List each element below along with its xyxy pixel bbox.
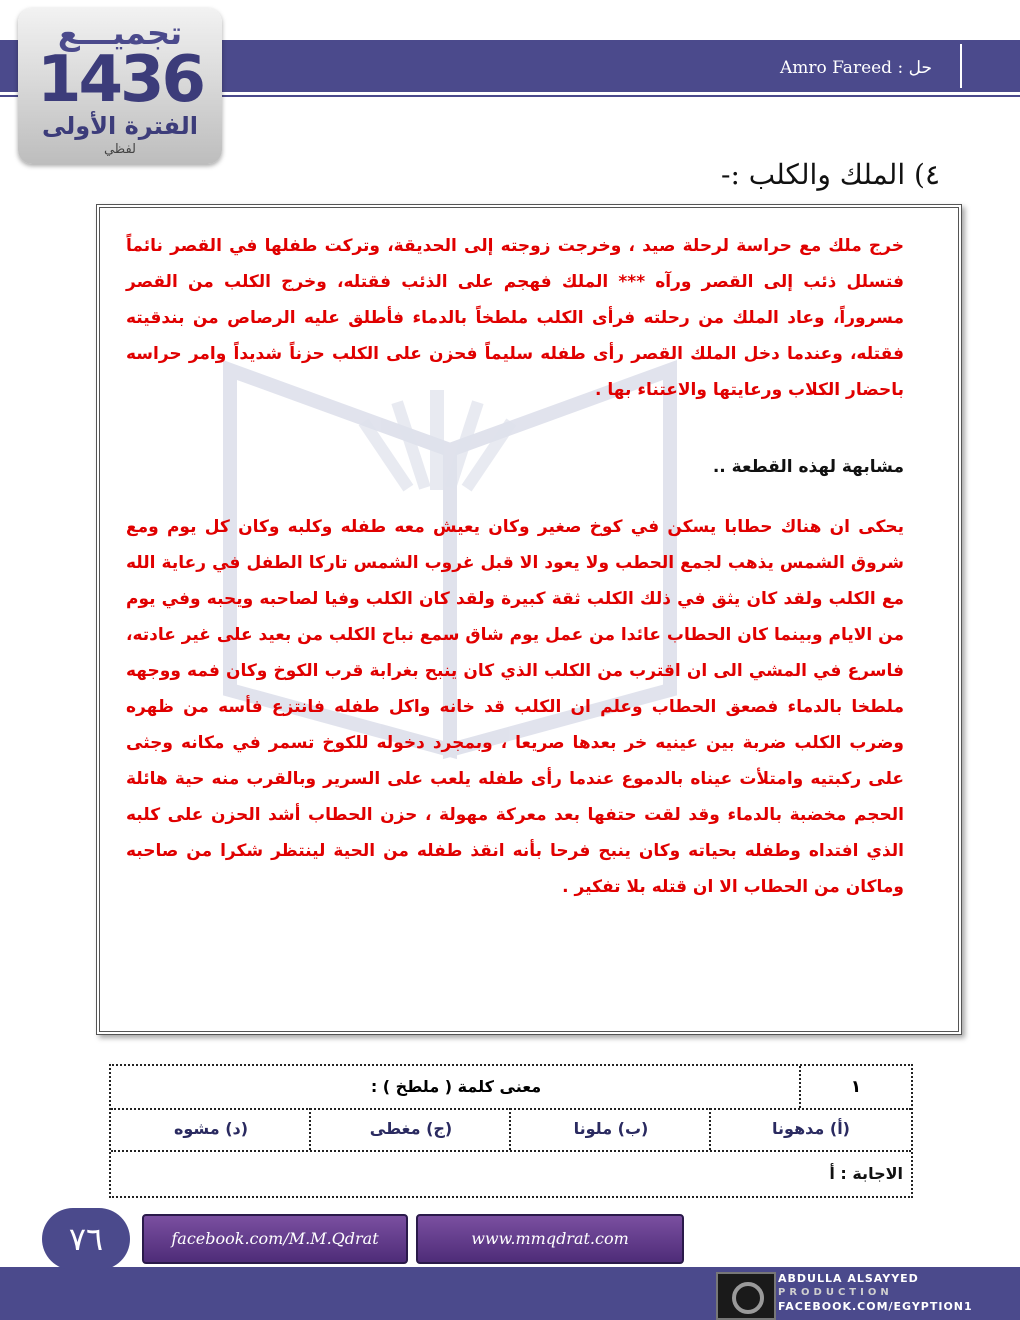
solver-credit [780, 58, 932, 78]
story-paragraph-1: خرج ملك مع حراسة لرحلة صيد ، وخرجت زوجته إلى الحديقة، وتركت طفلها في القصر نائماً فتسلل ذئب إلى القصر ورآه *** الملك فهجم على الذئب فقتله، وخرج الكلب من القصر مسروراً، وعاد الملك من رحلته فرأى الكلب ملطخاً بالدماء فأطلق عليه الرصاص من بندقيته فقتله، وعندما دخل الملك القصر رأى طفله سليماً فحزن على الكلب حزناً شديداً وامر حراسه باحضار الكلاب ورعايتها والاعتناء بها . [126, 236, 904, 400]
logo-small-text: لفظي [103, 142, 137, 157]
website-link[interactable]: www.mmqdrat.com [416, 1214, 684, 1264]
option-d: (د) مشوه [173, 1119, 249, 1138]
story-subheading: مشابهة لهذه القطعة .. [712, 457, 904, 477]
section-title: ٤) الملك والكلب :- [721, 158, 940, 191]
option-b: (ب) ملونا [573, 1119, 649, 1138]
collection-logo [18, 8, 222, 164]
logo-top-text: تجميـــع [57, 14, 183, 52]
question-table [109, 1064, 913, 1198]
table-divider [111, 1150, 911, 1152]
lens-ring-icon [732, 1282, 764, 1314]
solver-label: حل : [897, 58, 932, 78]
question-text: معنى كلمة ( ملطخ ) : [370, 1077, 542, 1096]
solver-name: Amro Fareed [780, 58, 893, 78]
page-number: ٧٦ [42, 1208, 130, 1270]
story-paragraph-2: يحكى ان هناك حطابا يسكن في كوخ صغير وكان يعيش معه طفله وكلبه وكان كل يوم ومع شروق الشمس يذهب لجمع الحطب ولا يعود الا قبل غروب الشمس تاركا الطفل في رعاية الله مع الكلب ولقد كان يثق في ذلك الكلب ثقة كبيرة ولقد كان الكلب وفيا لصاحبه ويحبه وفي يوم من الايام وبينما كان الحطاب عائدا من عمل يوم شاق سمع نباح الكلب من بعيد على غير عادته، فاسرع في المشي الى ان اقترب من الكلب الذي كان ينبح بغرابة قرب الكوخ وكان فمه ووجهه ملطخا بالدماء فصعق الحطاب وعلم ان الكلب قد خانه واكل طفله فانتزع فأسه من ظهره وضرب الكلب ضربة بين عينيه خر بعدها صريعا ، وبمجرد دخوله للكوخ تسمر في مكانه وجثى على ركبتيه وامتلأت عيناه بالدموع عندما رأى طفله يلعب على السرير وبالقرب منه حية هائلة الحجم مخضبة بالدماء وقد لقت حتفها بعد معركة مهولة ، حزن الحطاب أشد الحزن على كلبه الذي افتداه وطفله بحياته وكان ينبح فرحا بأنه انقذ طفله من الحية لينتظر شكرا من صاحبه وماكان من الحطاب الا ان قتله بلا تفكير . [126, 517, 904, 897]
logo-subtitle: الفترة الأولى [41, 112, 199, 140]
option-c: (ج) مغطى [369, 1119, 453, 1138]
credit-name: ABDULLA ALSAYYED [778, 1272, 919, 1285]
answer-text: الاجابة : أ [829, 1164, 903, 1183]
credit-facebook: FACEBOOK.COM/EGYPTION1 [778, 1300, 973, 1313]
facebook-link[interactable]: facebook.com/M.M.Qdrat [142, 1214, 408, 1264]
option-a: (أ) مدهونا [772, 1119, 850, 1138]
logo-year: 1436 [36, 43, 204, 117]
credit-production: PRODUCTION [778, 1287, 893, 1298]
header-separator [960, 44, 962, 88]
camera-lens-icon [716, 1272, 776, 1320]
question-number: ١ [850, 1077, 862, 1097]
production-credit [712, 1270, 1012, 1316]
